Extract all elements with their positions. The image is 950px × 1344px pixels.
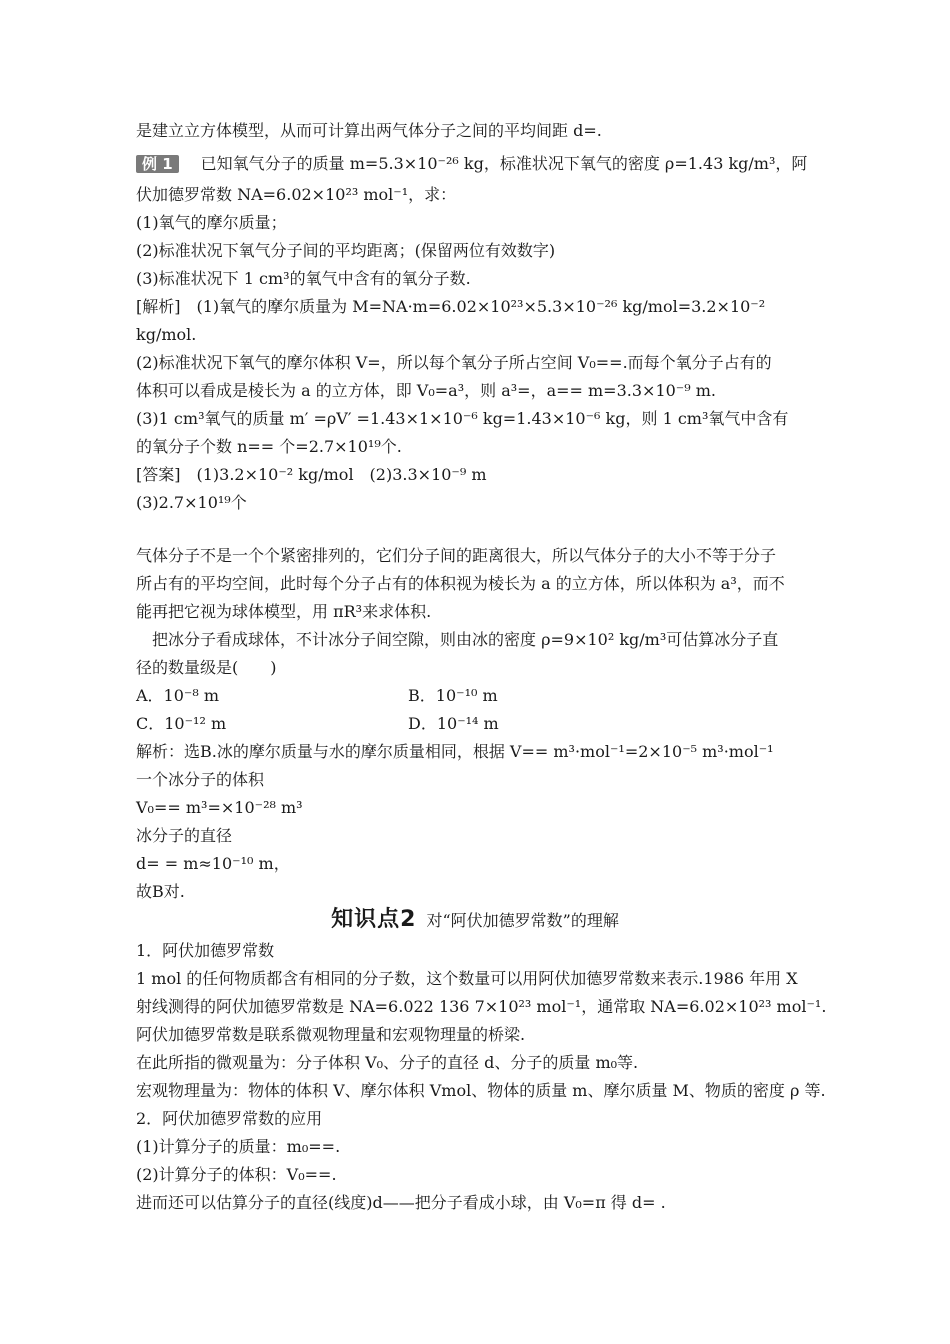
exercise-solution-line: 解析：选B.冰的摩尔质量与水的摩尔质量相同，根据 V== m³·mol⁻¹=2×10⁻⁵ m³·mol⁻¹ bbox=[136, 742, 774, 761]
option-d: D．10⁻¹⁴ m bbox=[408, 714, 499, 733]
solution-line: kg/mol. bbox=[136, 325, 197, 344]
section-subtitle: 对“阿伏加德罗常数”的理解 bbox=[426, 911, 619, 930]
question-2: (2)标准状况下氧气分子间的平均距离；(保留两位有效数字) bbox=[136, 241, 556, 260]
paragraph-heading: 2．阿伏加德罗常数的应用 bbox=[136, 1109, 323, 1128]
paragraph-line: 进而还可以估算分子的直径(线度)d——把分子看成小球，由 V₀=π 得 d= . bbox=[136, 1193, 666, 1212]
exercise-solution-line: d= = m≈10⁻¹⁰ m， bbox=[136, 854, 290, 873]
answer-line: (3)2.7×10¹⁹个 bbox=[136, 493, 247, 512]
option-c: C．10⁻¹² m bbox=[136, 714, 227, 733]
paragraph-line: 宏观物理量为：物体的体积 V、摩尔体积 Vmol、物体的质量 m、摩尔质量 M、物质的密度 ρ 等. bbox=[136, 1081, 826, 1100]
paragraph-line: 1 mol 的任何物质都含有相同的分子数，这个数量可以用阿伏加德罗常数来表示.1986 年用 X bbox=[136, 969, 798, 988]
solution-line: [解析] (1)氧气的摩尔质量为 M=NA·m=6.02×10²³×5.3×10⁻²⁶ kg/mol=3.2×10⁻² bbox=[136, 297, 766, 316]
paragraph-line: 射线测得的阿伏加德罗常数是 NA=6.022 136 7×10²³ mol⁻¹，通常取 NA=6.02×10²³ mol⁻¹. bbox=[136, 997, 827, 1016]
exercise-question: 径的数量级是( ) bbox=[136, 658, 277, 677]
solution-line: 体积可以看成是棱长为 a 的立方体，即 V₀=a³，则 a³=，a== m=3.3×10⁻⁹ m. bbox=[136, 381, 717, 400]
question-1: (1)氧气的摩尔质量； bbox=[136, 213, 287, 232]
example-question-text: 已知氧气分子的质量 m=5.3×10⁻²⁶ kg，标准状况下氧气的密度 ρ=1.43 kg/m³，阿 bbox=[200, 154, 808, 173]
option-b: B．10⁻¹⁰ m bbox=[408, 686, 498, 705]
note-line: 能再把它视为球体模型，用 πR³来求体积. bbox=[136, 602, 432, 621]
solution-line: (2)标准状况下氧气的摩尔体积 V=，所以每个氧分子所占空间 V₀==.而每个氧分子占有的 bbox=[136, 353, 772, 372]
example-question-line bbox=[136, 153, 807, 175]
section-title: 知识点2 bbox=[331, 907, 417, 932]
paragraph-line: 阿伏加德罗常数是联系微观物理量和宏观物理量的桥梁. bbox=[136, 1025, 526, 1044]
option-a: A．10⁻⁸ m bbox=[136, 686, 220, 705]
question-3: (3)标准状况下 1 cm³的氧气中含有的氧分子数. bbox=[136, 269, 471, 288]
exercise-solution-line: 冰分子的直径 bbox=[136, 826, 233, 845]
exercise-solution-line: 一个冰分子的体积 bbox=[136, 770, 265, 789]
note-line: 气体分子不是一个个紧密排列的，它们分子间的距离很大，所以气体分子的大小不等于分子 bbox=[136, 546, 777, 565]
example-question-line-2: 伏加德罗常数 NA=6.02×10²³ mol⁻¹，求： bbox=[136, 185, 457, 204]
answer-line: [答案] (1)3.2×10⁻² kg/mol (2)3.3×10⁻⁹ m bbox=[136, 465, 487, 484]
paragraph-heading: 1．阿伏加德罗常数 bbox=[136, 941, 275, 960]
exercise-solution-line: 故B对. bbox=[136, 882, 185, 901]
solution-line: (3)1 cm³氧气的质量 m′ =ρV′ =1.43×1×10⁻⁶ kg=1.43×10⁻⁶ kg，则 1 cm³氧气中含有 bbox=[136, 409, 789, 428]
intro-line: 是建立立方体模型，从而可计算出两气体分子之间的平均间距 d=. bbox=[136, 121, 602, 140]
example-badge: 例 1 bbox=[136, 155, 179, 173]
note-line: 所占有的平均空间，此时每个分子占有的体积视为棱长为 a 的立方体，所以体积为 a³，而不 bbox=[136, 574, 785, 593]
section-heading bbox=[0, 902, 950, 933]
paragraph-line: 在此所指的微观量为：分子体积 V₀、分子的直径 d、分子的质量 m₀等. bbox=[136, 1053, 639, 1072]
paragraph-line: (1)计算分子的质量：m₀==. bbox=[136, 1137, 341, 1156]
paragraph-line: (2)计算分子的体积：V₀==. bbox=[136, 1165, 337, 1184]
exercise-question: 把冰分子看成球体，不计冰分子间空隙，则由冰的密度 ρ=9×10² kg/m³可估算冰分子直 bbox=[136, 630, 779, 649]
exercise-solution-line: V₀== m³=×10⁻²⁸ m³ bbox=[136, 798, 303, 817]
solution-line: 的氧分子个数 n== 个=2.7×10¹⁹个. bbox=[136, 437, 402, 456]
